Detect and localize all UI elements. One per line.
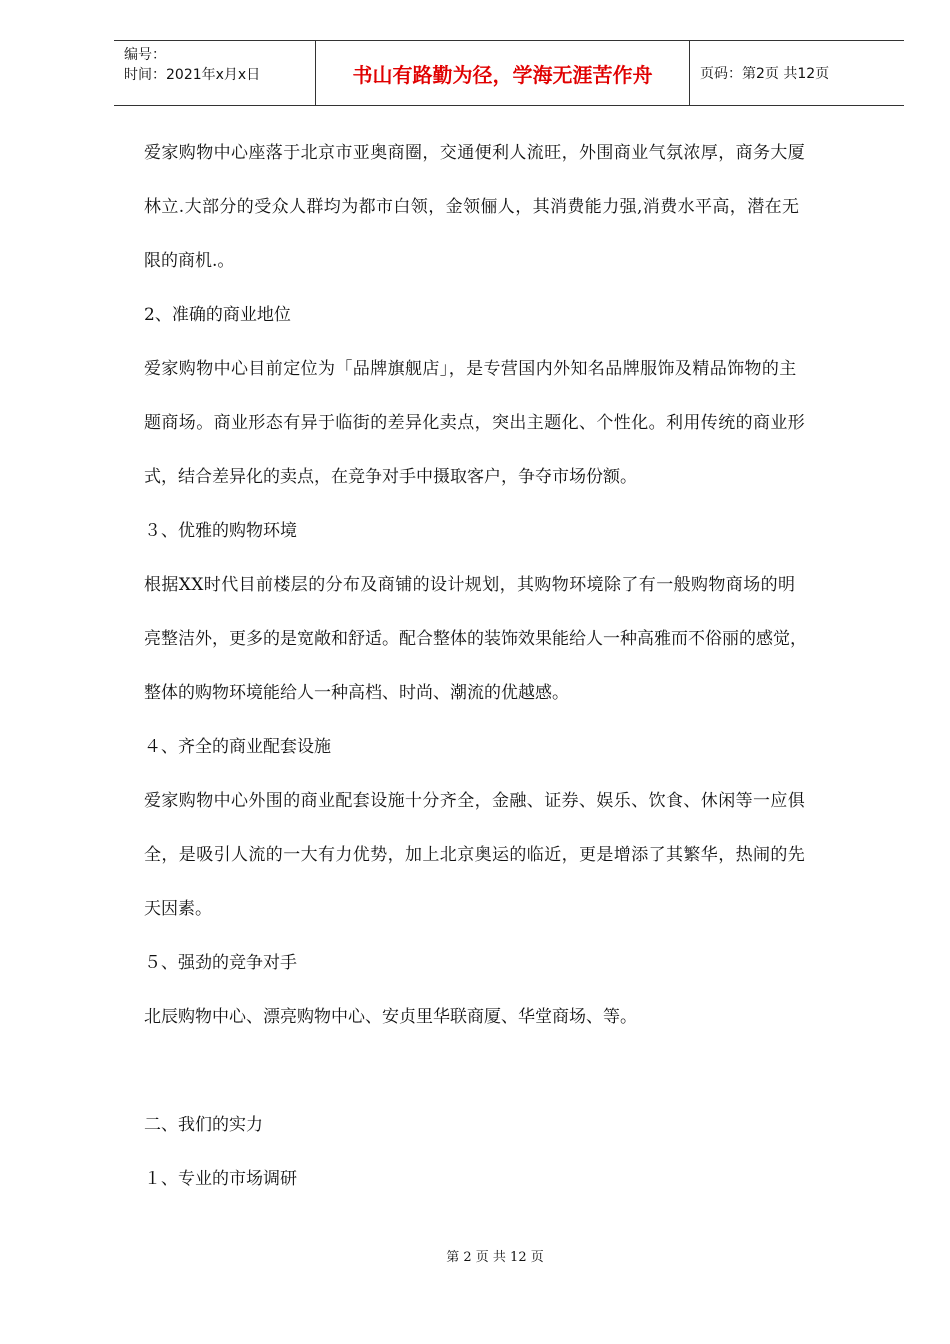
header-meta	[114, 41, 316, 105]
body-line: 根据XX时代目前楼层的分布及商铺的设计规划，其购物环境除了有一般购物商场的明	[144, 575, 796, 595]
section-heading: ３、优雅的购物环境	[144, 521, 297, 541]
section-heading: ４、齐全的商业配套设施	[144, 737, 331, 757]
blank-line	[144, 1044, 884, 1098]
document-time-label: 时间：2021年x月x日	[124, 67, 261, 83]
header-motto: 书山有路勤为径，学海无涯苦作舟	[316, 41, 690, 105]
body-line: 全，是吸引人流的一大有力优势，加上北京奥运的临近，更是增添了其繁华，热闹的先	[144, 845, 806, 865]
body-line: 爱家购物中心座落于北京市亚奥商圈，交通便利人流旺，外围商业气氛浓厚，商务大厦	[144, 143, 806, 163]
body-line: 式，结合差异化的卖点，在竞争对手中摄取客户，争夺市场份额。	[144, 467, 637, 487]
body-line: 整体的购物环境能给人一种高档、时尚、潮流的优越感。	[144, 683, 569, 703]
body-line: 林立.大部分的受众人群均为都市白领，金领俪人，其消费能力强,消费水平高，潜在无	[144, 197, 800, 217]
body-line: 天因素。	[144, 899, 212, 919]
document-number-label: 编号：	[124, 47, 166, 63]
body-line: 爱家购物中心目前定位为「品牌旗舰店」，是专营国内外知名品牌服饰及精品饰物的主	[144, 359, 797, 379]
header-page-info: 页码：第2页 共12页	[700, 66, 830, 82]
chapter-heading: 二、我们的实力	[144, 1115, 263, 1135]
body-line: 爱家购物中心外围的商业配套设施十分齐全，金融、证券、娱乐、饮食、休闲等一应俱	[144, 791, 806, 811]
section-heading: ５、强劲的竞争对手	[144, 953, 297, 973]
body-line: 北辰购物中心、漂亮购物中心、安贞里华联商厦、华堂商场、等。	[144, 1007, 637, 1027]
body-line: 题商场。商业形态有异于临街的差异化卖点，突出主题化、个性化。利用传统的商业形	[144, 413, 806, 433]
body-line: 亮整洁外，更多的是宽敞和舒适。配合整体的装饰效果能给人一种高雅而不俗丽的感觉，	[144, 629, 807, 649]
section-heading: 2、准确的商业地位	[144, 305, 291, 325]
page-footer: 第 2 页 共 12 页	[446, 1250, 544, 1265]
body-line: 限的商机.。	[144, 251, 235, 271]
page-header	[114, 40, 904, 106]
section-heading: １、专业的市场调研	[144, 1169, 297, 1189]
document-body	[144, 126, 884, 1206]
